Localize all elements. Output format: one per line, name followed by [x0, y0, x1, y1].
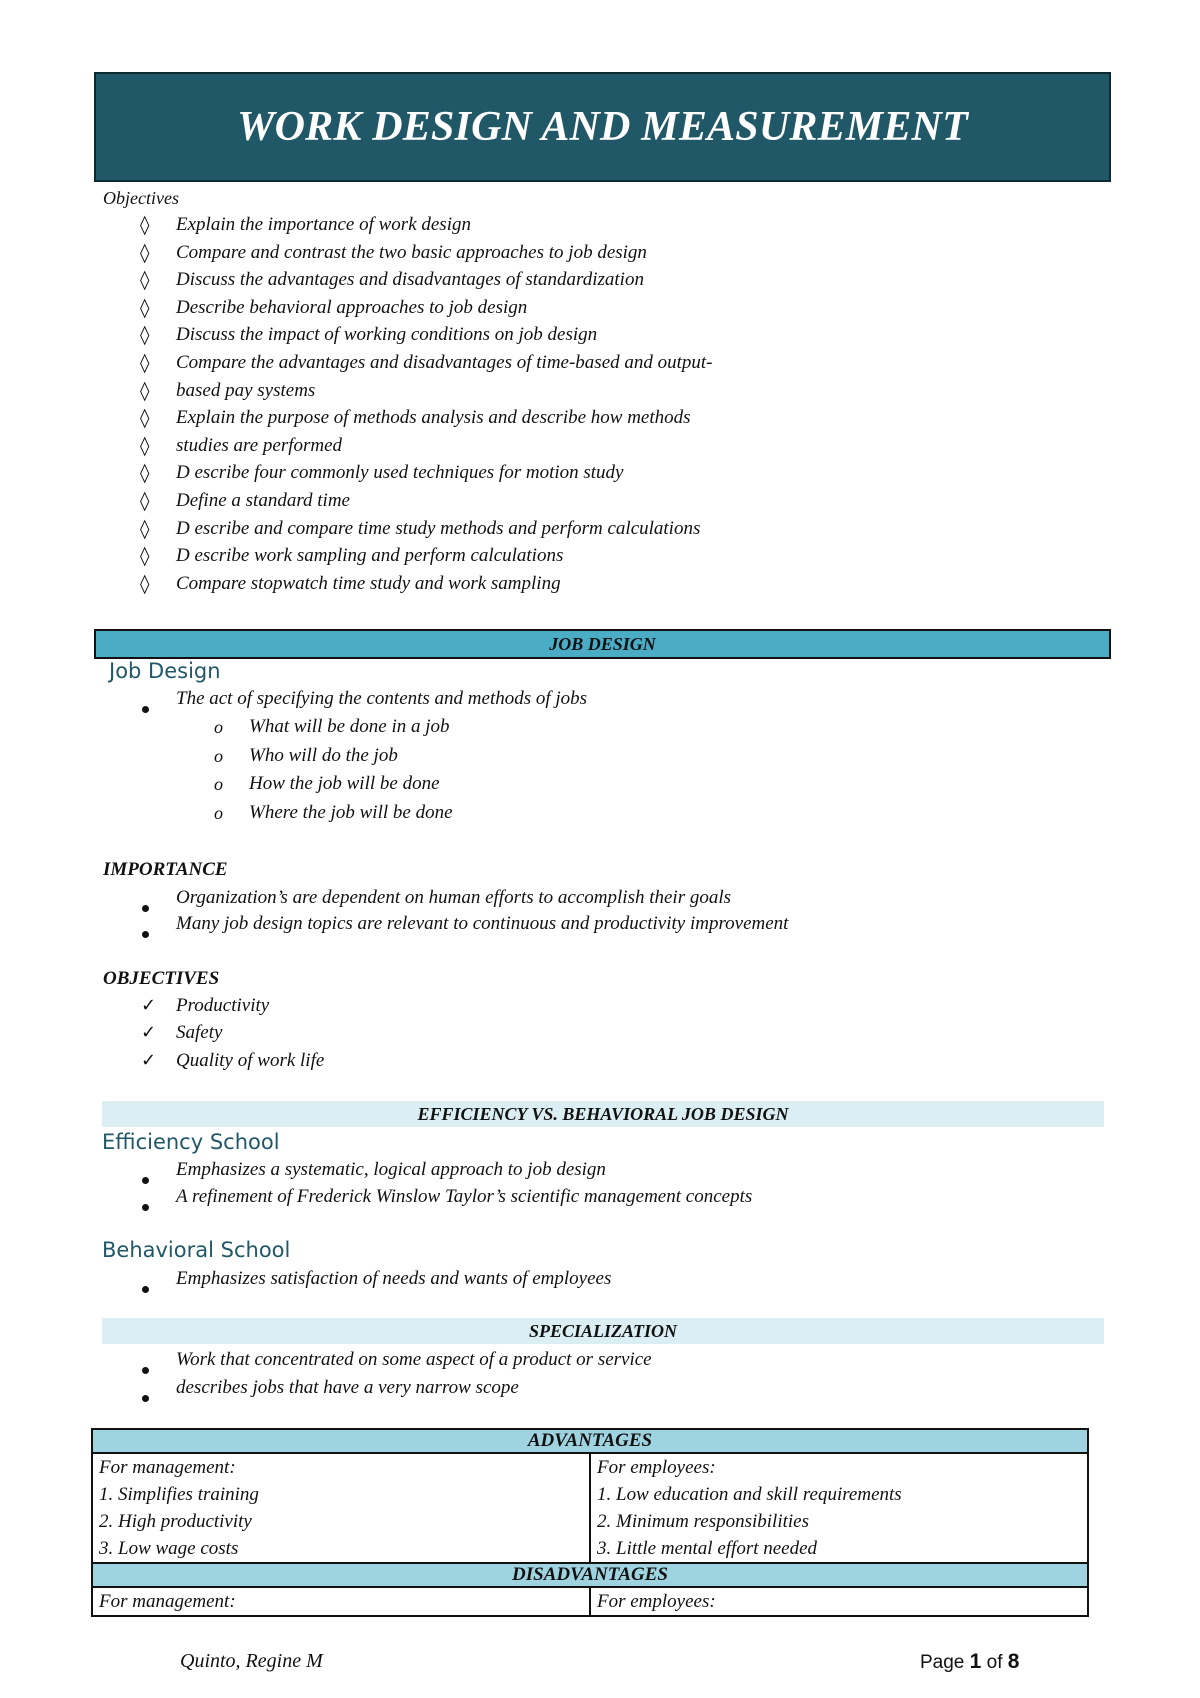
- document-title: WORK DESIGN AND MEASUREMENT: [237, 104, 968, 150]
- diamond-bullet-icon: ◊: [140, 518, 150, 540]
- list-item-text: Describe behavioral approaches to job design: [176, 297, 528, 318]
- list-item: [140, 297, 149, 320]
- list-item-text: Many job design topics are relevant to continuous and productivity improvement: [176, 913, 789, 934]
- list-item: [140, 573, 149, 596]
- list-item-text: D escribe work sampling and perform calculations: [176, 545, 564, 566]
- bullet-dot-icon: [142, 931, 149, 938]
- bullet-dot-icon: [142, 706, 149, 713]
- list-item-text: Emphasizes a systematic, logical approach to job design: [176, 1159, 606, 1180]
- list-item-text: Where the job will be done: [249, 802, 453, 823]
- list-item-text: Safety: [176, 1022, 223, 1043]
- list-item: [140, 324, 149, 347]
- list-item: [142, 1386, 149, 1408]
- list-item-text: Quality of work life: [176, 1050, 325, 1071]
- diamond-bullet-icon: ◊: [140, 545, 150, 567]
- circle-bullet-icon: o: [214, 803, 223, 823]
- cell-line: 2. High productivity: [99, 1511, 252, 1532]
- cell-line: 3. Little mental effort needed: [597, 1538, 818, 1559]
- list-item: [140, 518, 149, 541]
- diamond-bullet-icon: ◊: [140, 352, 150, 374]
- diamond-bullet-icon: ◊: [140, 380, 150, 402]
- list-item: [142, 1168, 149, 1190]
- circle-bullet-icon: o: [214, 746, 223, 766]
- list-item: [214, 774, 223, 796]
- checkmark-icon: ✓: [141, 1050, 157, 1071]
- bullet-dot-icon: [142, 1395, 149, 1402]
- list-item: [140, 352, 149, 375]
- list-item-text: Who will do the job: [249, 745, 398, 766]
- section-bar-label: SPECIALIZATION: [528, 1320, 678, 1341]
- circle-bullet-icon: o: [214, 774, 223, 794]
- list-item: [140, 269, 149, 292]
- list-item-text: Compare the advantages and disadvantages of time-based and output-: [176, 352, 713, 373]
- objectives-heading: OBJECTIVES: [103, 968, 220, 989]
- bullet-dot-icon: [142, 1204, 149, 1211]
- list-item: [142, 1195, 149, 1217]
- list-item-text: Organization’s are dependent on human efforts to accomplish their goals: [176, 887, 732, 908]
- list-item: [140, 214, 149, 237]
- list-item-text: D escribe four commonly used techniques for motion study: [176, 462, 624, 483]
- footer-author: Quinto, Regine M: [180, 1650, 323, 1672]
- diamond-bullet-icon: ◊: [140, 573, 150, 595]
- list-item: [140, 545, 149, 568]
- list-item-text: Compare and contrast the two basic approaches to job design: [176, 242, 647, 263]
- list-item-text: The act of specifying the contents and methods of jobs: [176, 688, 588, 709]
- advantages-table: [91, 1428, 1089, 1617]
- checkmark-icon: ✓: [141, 995, 157, 1016]
- list-item-text: Work that concentrated on some aspect of a product or service: [176, 1349, 652, 1370]
- diamond-bullet-icon: ◊: [140, 269, 150, 291]
- list-item: [142, 922, 149, 944]
- of-word: of: [986, 1652, 1003, 1673]
- bullet-dot-icon: [142, 905, 149, 912]
- footer-page-number: [920, 1650, 1019, 1674]
- page-word: Page: [920, 1652, 965, 1673]
- section-bar-label: JOB DESIGN: [549, 633, 656, 654]
- cell-line: 2. Minimum responsibilities: [597, 1511, 809, 1532]
- section-bar-specialization: [102, 1318, 1104, 1344]
- section-bar-label: EFFICIENCY VS. BEHAVIORAL JOB DESIGN: [417, 1103, 789, 1124]
- table-cell-management: [92, 1453, 590, 1563]
- list-item-text: What will be done in a job: [249, 716, 450, 737]
- list-item: [140, 380, 149, 403]
- list-item: [140, 490, 149, 513]
- importance-heading: IMPORTANCE: [103, 859, 228, 880]
- list-item: [140, 435, 149, 458]
- list-item-text: Productivity: [176, 995, 270, 1016]
- table-cell-management: For management:: [92, 1587, 590, 1616]
- list-item: [141, 1050, 156, 1072]
- list-item: [142, 896, 149, 918]
- efficiency-school-heading: Efficiency School: [102, 1130, 280, 1154]
- list-item-text: How the job will be done: [249, 773, 440, 794]
- list-item-text: based pay systems: [176, 380, 316, 401]
- list-item-text: Define a standard time: [176, 490, 350, 511]
- diamond-bullet-icon: ◊: [140, 462, 150, 484]
- list-item-text: D escribe and compare time study methods and perform calculations: [176, 518, 701, 539]
- title-banner: [94, 72, 1111, 182]
- list-item: [140, 242, 149, 265]
- list-item-text: Discuss the impact of working conditions on job design: [176, 324, 598, 345]
- list-item-text: Explain the importance of work design: [176, 214, 471, 235]
- list-item: [214, 717, 223, 739]
- checkmark-icon: ✓: [141, 1022, 157, 1043]
- diamond-bullet-icon: ◊: [140, 435, 150, 457]
- table-header-advantages: ADVANTAGES: [92, 1429, 1088, 1453]
- list-item-text: Explain the purpose of methods analysis and describe how methods: [176, 407, 691, 428]
- circle-bullet-icon: o: [214, 717, 223, 737]
- diamond-bullet-icon: ◊: [140, 407, 150, 429]
- cell-line: For employees:: [597, 1457, 716, 1478]
- diamond-bullet-icon: ◊: [140, 214, 150, 236]
- table-cell-employees: [590, 1453, 1088, 1563]
- list-item: [140, 407, 149, 430]
- list-item: [141, 995, 156, 1017]
- cell-line: 1. Simplifies training: [99, 1484, 259, 1505]
- section-bar-efficiency-vs-behavioral: [102, 1101, 1104, 1127]
- list-item: [142, 1277, 149, 1299]
- table-cell-employees: For employees:: [590, 1587, 1088, 1616]
- list-item-text: studies are performed: [176, 435, 343, 456]
- list-item: [214, 746, 223, 768]
- diamond-bullet-icon: ◊: [140, 297, 150, 319]
- current-page: 1: [969, 1650, 982, 1673]
- list-item-text: describes jobs that have a very narrow scope: [176, 1377, 519, 1398]
- diamond-bullet-icon: ◊: [140, 490, 150, 512]
- list-item-text: Discuss the advantages and disadvantages of standardization: [176, 269, 644, 290]
- list-item: [142, 697, 149, 719]
- bullet-dot-icon: [142, 1286, 149, 1293]
- objectives-label: Objectives: [103, 188, 179, 208]
- section-bar-job-design: [94, 629, 1111, 659]
- cell-line: 3. Low wage costs: [99, 1538, 239, 1559]
- behavioral-school-heading: Behavioral School: [102, 1238, 291, 1262]
- cell-line: 1. Low education and skill requirements: [597, 1484, 902, 1505]
- list-item: [142, 1358, 149, 1380]
- bullet-dot-icon: [142, 1177, 149, 1184]
- job-design-heading: Job Design: [109, 659, 221, 683]
- bullet-dot-icon: [142, 1367, 149, 1374]
- list-item: [140, 462, 149, 485]
- table-header-disadvantages: DISADVANTAGES: [92, 1563, 1088, 1587]
- list-item-text: Emphasizes satisfaction of needs and wants of employees: [176, 1268, 612, 1289]
- list-item-text: A refinement of Frederick Winslow Taylor’s scientific management concepts: [176, 1186, 753, 1207]
- list-item-text: Compare stopwatch time study and work sampling: [176, 573, 561, 594]
- diamond-bullet-icon: ◊: [140, 242, 150, 264]
- list-item: [214, 803, 223, 825]
- total-pages: 8: [1007, 1650, 1020, 1673]
- cell-line: For management:: [99, 1457, 236, 1478]
- diamond-bullet-icon: ◊: [140, 324, 150, 346]
- list-item: [141, 1022, 156, 1044]
